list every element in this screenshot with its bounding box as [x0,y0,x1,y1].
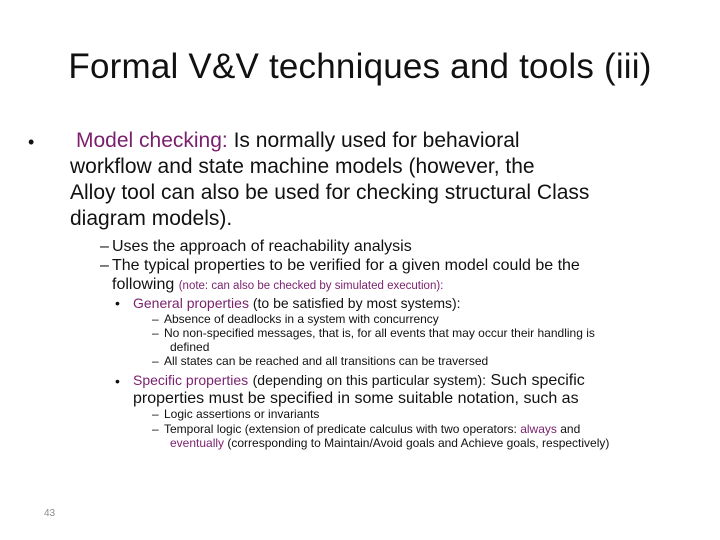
model-checking-line-1 [76,128,520,154]
properties-note: (note: can also be checked by simulated execution): [178,280,444,292]
specific-properties-rest-small: (depending on this particular system): [252,372,487,388]
specific-item-logic [152,408,319,421]
dash-marker: – [152,422,159,436]
general-bullet-marker: • [115,295,120,311]
properties-text-2: following [112,276,175,293]
general-item-text: All states can be reached and all transitions can be traversed [164,354,489,368]
dash-marker: – [152,354,159,368]
model-checking-line-3: Alloy tool can also be used for checking structural Class [70,181,590,204]
temporal-text-a: Temporal logic (extension of predicate calculus with two operators: [164,422,517,436]
temporal-text-b: (corresponding to Maintain/Avoid goals and Achieve goals, respectively) [227,436,610,450]
specific-item-text: Logic assertions or invariants [164,407,320,421]
general-item-states [152,355,488,368]
general-properties-term: General properties [133,295,249,311]
model-checking-term: Model checking: [76,129,228,152]
specific-properties-line-1 [133,370,585,391]
page-number: 43 [44,508,56,519]
model-checking-line-4: diagram models). [70,207,233,230]
specific-properties-line-2: properties must be specified in some suitable notation, such as [133,390,579,407]
sub-bullet-properties [100,257,580,275]
reachability-text: Uses the approach of reachability analysis [112,238,412,255]
slide-title: Formal V&V techniques and tools (iii) [68,47,652,86]
properties-text-1: The typical properties to be verified for a given model could be the [112,257,580,274]
always-operator: always [520,422,557,436]
sub-bullet-reachability [100,238,412,256]
general-item-text: No non-specified messages, that is, for all events that may occur their handling is [164,326,595,340]
general-item-messages [152,327,595,340]
specific-properties-term: Specific properties [133,372,249,388]
dash-marker: – [152,312,159,326]
general-properties-rest: (to be satisfied by most systems): [252,295,461,311]
general-properties-line [133,295,461,311]
specific-item-temporal [152,423,580,436]
general-item-deadlocks [152,313,439,326]
specific-item-temporal-cont [170,437,609,450]
dash-marker: – [152,326,159,340]
properties-line-2 [112,276,443,295]
general-item-text: Absence of deadlocks in a system with concurrency [164,312,439,326]
model-checking-line-2: workflow and state machine models (however, the [70,155,535,178]
and-word: and [560,422,581,436]
eventually-operator: eventually [170,436,225,450]
general-item-messages-cont: defined [170,340,210,354]
bullet-marker: • [28,132,35,152]
dash-marker: – [152,407,159,421]
dash-marker: – [100,238,109,255]
specific-properties-rest-large: Such specific [490,372,585,389]
dash-marker: – [100,257,109,274]
model-checking-text-1: Is normally used for behavioral [233,129,520,152]
specific-bullet-marker: • [115,373,120,389]
